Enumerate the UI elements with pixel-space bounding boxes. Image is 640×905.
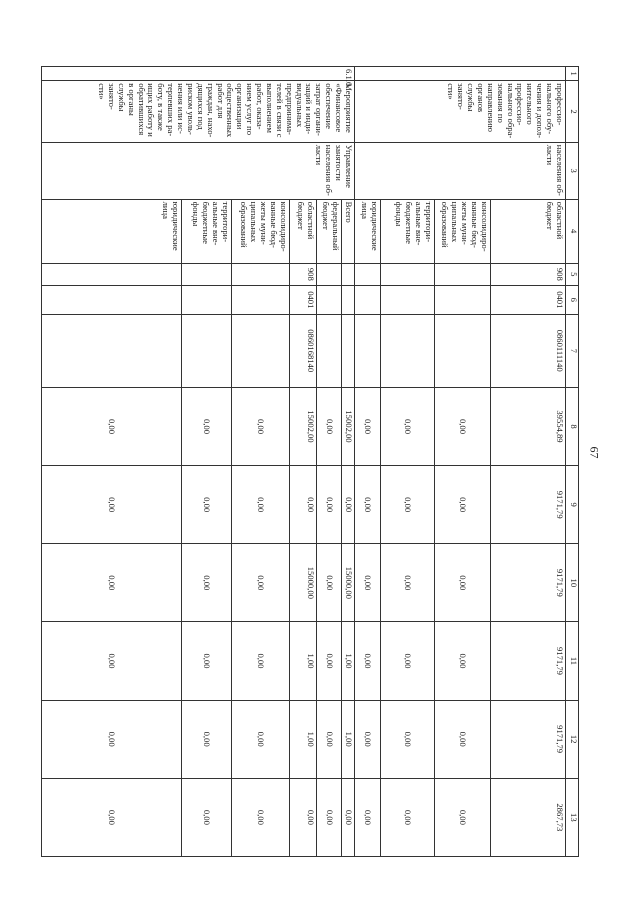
code-cell: 0860168140 [290, 314, 317, 387]
code-cell: 908 [290, 263, 317, 286]
code-cell [317, 286, 342, 314]
value-cell: 0,00 [232, 778, 290, 856]
code-cell [232, 263, 290, 286]
code-cell: 0401 [491, 286, 566, 314]
funding-source: территори- альные вне- бюджетные фонды [182, 199, 232, 263]
code-cell [342, 314, 355, 387]
budget-table [41, 66, 579, 857]
value-cell: 0,00 [42, 778, 182, 856]
value-cell: 0,00 [381, 466, 435, 544]
value-cell: 1,00 [342, 622, 355, 700]
value-cell: 0,00 [317, 466, 342, 544]
funding-source: областной бюджет [290, 199, 317, 263]
code-cell [355, 263, 381, 286]
value-cell: 0,00 [342, 778, 355, 856]
funding-source: консолидиро- ванные бюд- жеты муни- ципальных образований [232, 199, 290, 263]
value-cell: 0,00 [317, 387, 342, 465]
col-header: 6 [566, 286, 579, 314]
value-cell: 0,00 [182, 700, 232, 778]
value-cell: 0,00 [355, 544, 381, 622]
value-cell: 0,00 [381, 700, 435, 778]
col-header: 10 [566, 544, 579, 622]
funding-source: Всего [342, 199, 355, 263]
col-header: 11 [566, 622, 579, 700]
value-cell: 0,00 [435, 544, 491, 622]
executor-cell: Управление занятости населения об- ласти [42, 142, 355, 199]
value-cell: 0,00 [381, 622, 435, 700]
value-cell: 0,00 [232, 466, 290, 544]
value-cell: 9171,79 [491, 544, 566, 622]
measure-number: 6.1.6. [42, 67, 355, 81]
value-cell: 0,00 [355, 700, 381, 778]
code-cell [381, 263, 435, 286]
value-cell: 15000,00 [290, 544, 317, 622]
code-cell [232, 314, 290, 387]
code-cell [317, 263, 342, 286]
code-cell [355, 314, 381, 387]
col-header: 3 [566, 142, 579, 199]
value-cell: 0,00 [317, 544, 342, 622]
cell-empty [355, 67, 566, 81]
col-header: 9 [566, 466, 579, 544]
value-cell: 1,00 [290, 700, 317, 778]
code-cell [182, 263, 232, 286]
code-cell [355, 286, 381, 314]
value-cell: 0,00 [355, 778, 381, 856]
value-cell: 0,00 [42, 622, 182, 700]
code-cell [435, 314, 491, 387]
value-cell: 9171,79 [491, 466, 566, 544]
funding-source: юридические лица [42, 199, 182, 263]
measure-name-cell: Мероприятие «Финансовое обеспечение затрат органи- заций и инди- видуальных предпринима- телей в связи с выполнением работ, оказа- нием услуг по организации общественных работ для граждан, нахо- дящихся под риском уволь- нения или ис- терпевших ра- боту, в также ищих работу и обратившихся в органы службы занято- сти» [42, 81, 355, 143]
value-cell: 0,00 [182, 387, 232, 465]
table-row [342, 67, 355, 857]
value-cell: 0,00 [42, 544, 182, 622]
value-cell: 0,00 [435, 466, 491, 544]
code-cell [182, 314, 232, 387]
col-header: 4 [566, 199, 579, 263]
code-cell [342, 286, 355, 314]
rotated-page [97, 66, 579, 857]
table-row [491, 67, 566, 857]
code-cell [42, 314, 182, 387]
code-cell [232, 286, 290, 314]
value-cell: 0,00 [42, 387, 182, 465]
value-cell: 0,00 [182, 466, 232, 544]
code-cell: 0860111140 [491, 314, 566, 387]
value-cell: 0,00 [42, 466, 182, 544]
value-cell: 0,00 [182, 778, 232, 856]
value-cell: 0,00 [355, 466, 381, 544]
value-cell: 0,00 [232, 622, 290, 700]
code-cell [342, 263, 355, 286]
value-cell: 1,00 [290, 622, 317, 700]
value-cell: 0,00 [435, 387, 491, 465]
value-cell: 2867,73 [491, 778, 566, 856]
col-header: 7 [566, 314, 579, 387]
value-cell: 0,00 [317, 700, 342, 778]
value-cell: 0,00 [182, 544, 232, 622]
funding-source: консолидиро- ванные бюд- жеты муни- ципальных образований [435, 199, 491, 263]
value-cell: 39554,89 [491, 387, 566, 465]
value-cell: 0,00 [381, 387, 435, 465]
code-cell [381, 286, 435, 314]
funding-source: территори- альные вне- бюджетные фонды [381, 199, 435, 263]
value-cell: 15002,00 [290, 387, 317, 465]
col-header: 5 [566, 263, 579, 286]
col-header: 8 [566, 387, 579, 465]
rotated-table-sheet [97, 66, 579, 857]
value-cell: 0,00 [232, 544, 290, 622]
code-cell: 0401 [290, 286, 317, 314]
value-cell: 0,00 [435, 700, 491, 778]
value-cell: 15002,00 [342, 387, 355, 465]
value-cell: 0,00 [355, 622, 381, 700]
col-header: 12 [566, 700, 579, 778]
value-cell: 0,00 [342, 466, 355, 544]
value-cell: 0,00 [42, 700, 182, 778]
code-cell [435, 286, 491, 314]
value-cell: 0,00 [317, 622, 342, 700]
funding-source: юридические лица [355, 199, 381, 263]
column-number-row [566, 67, 579, 857]
code-cell [182, 286, 232, 314]
value-cell: 0,00 [355, 387, 381, 465]
measure-name-cell: профессио- нального обу- чения и допол- нительного профессио- нального обра- зования по направлению органов службы занято- сти» [355, 81, 566, 143]
value-cell: 0,00 [381, 544, 435, 622]
value-cell: 9171,79 [491, 622, 566, 700]
code-cell [42, 286, 182, 314]
col-header: 2 [566, 81, 579, 143]
code-cell [381, 314, 435, 387]
funding-source: федеральный бюджет [317, 199, 342, 263]
col-header: 1 [566, 67, 579, 81]
value-cell: 0,00 [435, 778, 491, 856]
col-header: 13 [566, 778, 579, 856]
code-cell: 908 [491, 263, 566, 286]
code-cell [42, 263, 182, 286]
value-cell: 0,00 [317, 778, 342, 856]
executor-cell: населения об- ласти [355, 142, 566, 199]
code-cell [317, 314, 342, 387]
value-cell: 0,00 [290, 778, 317, 856]
value-cell: 0,00 [381, 778, 435, 856]
code-cell [435, 263, 491, 286]
value-cell: 15000,00 [342, 544, 355, 622]
value-cell: 0,00 [182, 622, 232, 700]
page-number: 67 [587, 446, 602, 459]
value-cell: 0,00 [290, 466, 317, 544]
value-cell: 0,00 [435, 622, 491, 700]
value-cell: 1,00 [342, 700, 355, 778]
value-cell: 0,00 [232, 387, 290, 465]
funding-source: областной бюджет [491, 199, 566, 263]
value-cell: 0,00 [232, 700, 290, 778]
value-cell: 9171,79 [491, 700, 566, 778]
